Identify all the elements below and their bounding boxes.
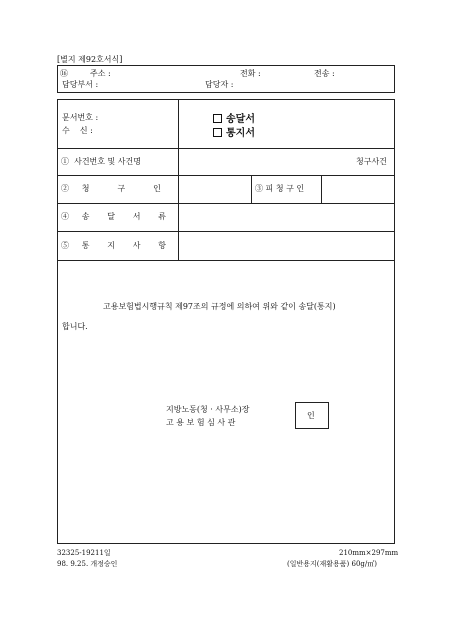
respondent-label: ③ 피 청 구 인 (255, 184, 305, 193)
claimant-label: ② 청 구 인 (61, 184, 161, 193)
row-divider (57, 231, 395, 232)
body-text-line2: 합니다. (62, 322, 88, 331)
footer-left2: 98. 9.25. 개정승인 (57, 560, 118, 568)
address-label: 주소 : (90, 69, 111, 78)
case-label: ① 사건번호 및 사건명 (61, 157, 141, 166)
form-code: [별지 제92호서식] (57, 55, 123, 64)
recipient-label: 수 신 : (62, 126, 93, 135)
respondent-divider (251, 175, 252, 203)
footer-right1: 210mm×297mm (339, 549, 399, 557)
footer-right2: (일반용지(재활용품) 60g/㎡) (287, 560, 377, 568)
transmit-label: 전송 : (314, 69, 335, 78)
doc-number-label: 문서번호 : (62, 113, 99, 122)
respondent-divider (321, 175, 322, 203)
case-value: 청구사건 (356, 157, 387, 166)
option-delivery-label: 송달서 (226, 114, 255, 125)
seal-label: 인 (307, 411, 315, 420)
sign-line1: 지방노동(청 · 사무소)장 (166, 405, 250, 414)
person-label: 담당자 : (205, 80, 234, 89)
footer-left1: 32325-19211일 (57, 549, 111, 557)
label-column-divider (178, 99, 179, 260)
notice-label: ⑤ 통 지 사 항 (61, 241, 167, 250)
documents-label: ④ 송 달 서 류 (61, 212, 167, 221)
row-divider (57, 203, 395, 204)
row-divider (57, 148, 395, 149)
body-text-line1: 고용보험법시행규칙 제97조의 규정에 의하여 위와 같이 송달(통지) (103, 302, 336, 311)
row-divider (57, 175, 395, 176)
header-mark: ⑯ (60, 69, 68, 78)
checkbox-icon (213, 114, 222, 123)
option-notice-label: 통지서 (226, 128, 255, 139)
phone-label: 전화 : (240, 69, 261, 78)
checkbox-icon (213, 128, 222, 137)
option-delivery (213, 110, 255, 125)
option-notice (213, 124, 255, 139)
dept-label: 담당부서 : (62, 80, 99, 89)
sign-line2: 고 용 보 험 심 사 관 (166, 418, 236, 427)
row-divider (57, 260, 395, 261)
